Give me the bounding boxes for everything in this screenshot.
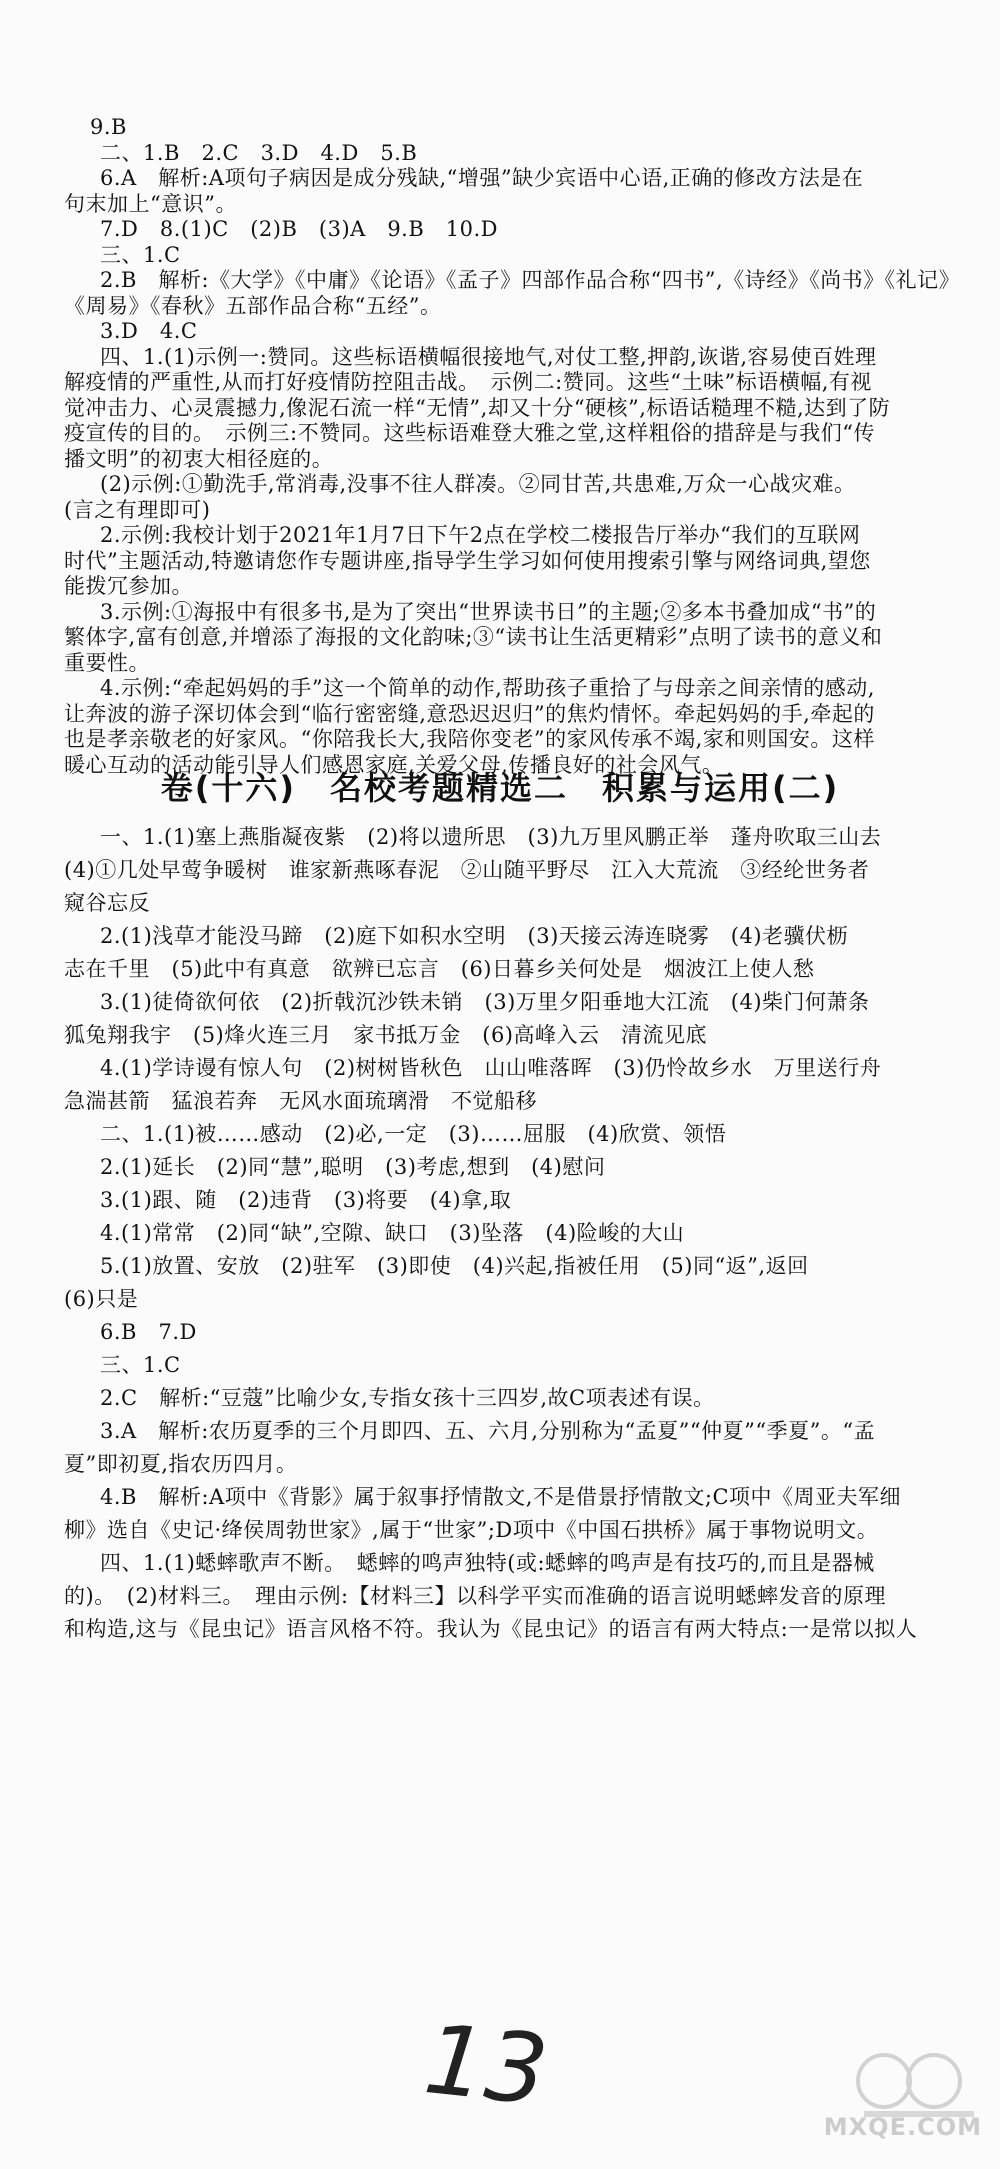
text-line: 疫宣传的目的。 示例三:不赞同。这些标语难登大雅之堂,这样粗俗的措辞是与我们“传 xyxy=(64,421,875,445)
text-line: 4.(1)学诗谩有惊人句 (2)树树皆秋色 山山唯落晖 (3)仍怜故乡水 万里送行舟 xyxy=(100,1056,882,1080)
text-line: 重要性。 xyxy=(64,650,150,675)
text-line: 志在千里 (5)此中有真意 欲辨已忘言 (6)日暮乡关何处是 烟波江上使人愁 xyxy=(64,957,815,981)
text-line: 3.(1)徒倚欲何依 (2)折戟沉沙铁未销 (3)万里夕阳垂地大江流 (4)柴门何萧条 xyxy=(100,990,870,1014)
text-line: 时代”主题活动,特邀请您作专题讲座,指导学生学习如何使用搜索引擎与网络词典,望您 xyxy=(64,548,871,573)
text-line: 四、1.(1)蟋蟀歌声不断。 蟋蟀的鸣声独特(或:蟋蟀的鸣声是有技巧的,而且是器械 xyxy=(100,1551,875,1575)
text-line: 和构造,这与《昆虫记》语言风格不符。我认为《昆虫记》的语言有两大特点:一是常以拟人 xyxy=(64,1617,918,1641)
text-line: 也是孝亲敬老的好家风。“你陪我长大,我陪你变老”的家风传承不竭,家和则国安。这样 xyxy=(64,727,875,751)
text-line: (6)只是 xyxy=(64,1287,139,1311)
text-line: 4.(1)常常 (2)同“缺”,空隙、缺口 (3)坠落 (4)险峻的大山 xyxy=(100,1221,685,1245)
text-line: 3.D 4.C xyxy=(100,319,198,343)
text-line: 三、1.C xyxy=(100,242,181,267)
text-line: 6.A 解析:A项句子病因是成分残缺,“增强”缺少宾语中心语,正确的修改方法是在 xyxy=(100,166,864,190)
text-line: 5.(1)放置、安放 (2)驻军 (3)即使 (4)兴起,指被任用 (5)同“返”,返回 xyxy=(100,1254,809,1278)
text-line: 的)。 (2)材料三。 理由示例:【材料三】以科学平实而准确的语言说明蟋蟀发音的原理 xyxy=(64,1584,887,1608)
text-line: 二、1.(1)被……感动 (2)必,一定 (3)……屈服 (4)欣赏、领悟 xyxy=(100,1122,727,1146)
text-line: 6.B 7.D xyxy=(100,1320,197,1344)
text-line: 急湍甚箭 猛浪若奔 无风水面琉璃滑 不觉船移 xyxy=(64,1089,537,1113)
text-line: 2.示例:我校计划于2021年1月7日下午2点在学校二楼报告厅举办“我们的互联网 xyxy=(100,523,861,547)
text-line: 3.示例:①海报中有很多书,是为了突出“世界读书日”的主题;②多本书叠加成“书”的 xyxy=(100,599,877,624)
text-line: 9.B xyxy=(90,115,127,139)
text-line: 一、1.(1)塞上燕脂凝夜紫 (2)将以遗所思 (3)九万里风鹏正举 蓬舟吹取三山去 xyxy=(100,825,882,849)
watermark-text: MXQE.COM xyxy=(823,2113,982,2141)
text-line: 窥谷忘反 xyxy=(64,891,150,915)
text-line: 狐兔翔我宇 (5)烽火连三月 家书抵万金 (6)高峰入云 清流见底 xyxy=(64,1023,707,1047)
text-line: 句末加上“意识”。 xyxy=(64,191,237,216)
text-line: 2.B 解析:《大学》《中庸》《论语》《孟子》四部作品合称“四书”,《诗经》《尚书》《礼记》 xyxy=(100,268,961,292)
text-line: 让奔波的游子深切体会到“临行密密缝,意恐迟迟归”的焦灼情怀。牵起妈妈的手,牵起的 xyxy=(64,701,875,726)
text-line: 7.D 8.(1)C (2)B (3)A 9.B 10.D xyxy=(100,217,499,241)
text-line: (4)①几处早莺争暖树 谁家新燕啄春泥 ②山随平野尽 江入大荒流 ③经纶世务者 xyxy=(64,858,870,882)
text-line: 3.(1)跟、随 (2)违背 (3)将要 (4)拿,取 xyxy=(100,1188,512,1212)
text-line: 繁体字,富有创意,并增添了海报的文化韵味;③“读书让生活更精彩”点明了读书的意义和 xyxy=(64,625,883,649)
text-line: 三、1.C xyxy=(100,1353,181,1377)
text-line: 解疫情的严重性,从而打好疫情防控阻击战。 示例二:赞同。这些“土味”标语横幅,有视 xyxy=(64,370,872,394)
text-line: 能拨冗参加。 xyxy=(64,574,193,598)
text-line: 播文明”的初衷大相径庭的。 xyxy=(64,446,334,471)
section-title: 卷(十六) 名校考题精选二 积累与运用(二) xyxy=(160,769,840,807)
text-line: 夏”即初夏,指农历四月。 xyxy=(64,1452,298,1476)
text-line: 《周易》《春秋》五部作品合称“五经”。 xyxy=(64,293,442,318)
text-line: 2.C 解析:“豆蔻”比喻少女,专指女孩十三四岁,故C项表述有误。 xyxy=(100,1386,715,1410)
text-line: 暖心互动的活动能引导人们感恩家庭,关爱父母,传播良好的社会风气。 xyxy=(64,752,724,777)
text-line: 二、1.B 2.C 3.D 4.D 5.B xyxy=(100,140,418,165)
text-line: 觉冲击力、心灵震撼力,像泥石流一样“无情”,却又十分“硬核”,标语话糙理不糙,达到了防 xyxy=(64,395,891,420)
text-line: 3.A 解析:农历夏季的三个月即四、五、六月,分别称为“孟夏”“仲夏”“季夏”。“孟 xyxy=(100,1419,876,1443)
text-line: 2.(1)延长 (2)同“慧”,聪明 (3)考虑,想到 (4)慰问 xyxy=(100,1155,606,1179)
text-line: 4.示例:“牵起妈妈的手”这一个简单的动作,帮助孩子重拾了与母亲之间亲情的感动, xyxy=(100,676,875,700)
handwritten-page-number: 13 xyxy=(419,2003,553,2128)
text-line: 柳》选自《史记·绛侯周勃世家》,属于“世家”;D项中《中国石拱桥》属于事物说明文。 xyxy=(64,1518,879,1542)
text-line: 2.(1)浅草才能没马蹄 (2)庭下如积水空明 (3)天接云涛连晓雾 (4)老骥伏枥 xyxy=(100,924,849,948)
text-line: 4.B 解析:A项中《背影》属于叙事抒情散文,不是借景抒情散文;C项中《周亚夫军细 xyxy=(100,1485,902,1509)
text-line: 四、1.(1)示例一:赞同。这些标语横幅很接地气,对仗工整,押韵,诙谐,容易使百姓理 xyxy=(100,344,877,369)
text-line: (言之有理即可) xyxy=(64,497,211,522)
text-line: (2)示例:①勤洗手,常消毒,没事不往人群凑。②同甘苦,共患难,万众一心战灾难。 xyxy=(100,472,856,496)
watermark-logo xyxy=(823,2041,994,2151)
